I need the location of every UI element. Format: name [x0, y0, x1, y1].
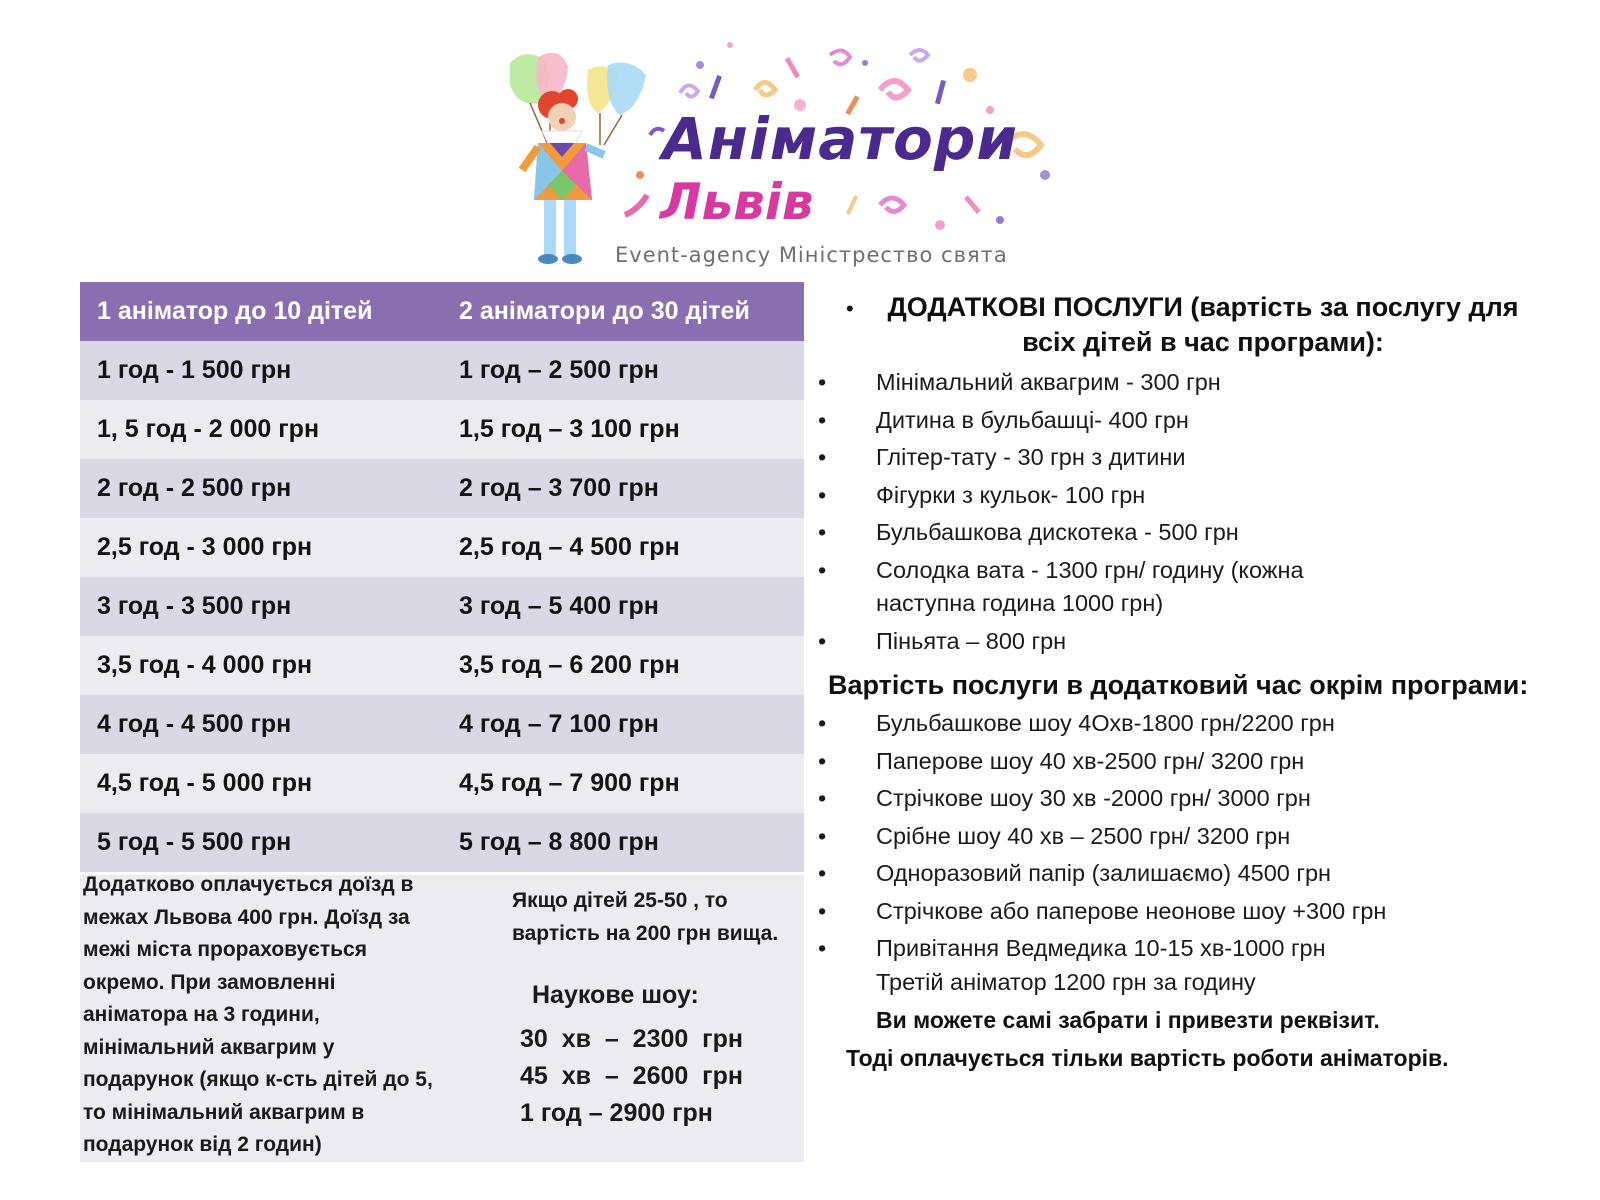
bullet-icon: • [818, 556, 827, 583]
extra-services-section [818, 290, 1598, 1075]
bullet-icon: • [818, 406, 827, 433]
payment-note: Тоді оплачується тільки вартість роботи аніматорів. [846, 1045, 1449, 1071]
list-item [818, 404, 1598, 438]
travel-note: Додатково оплачується доїзд в межах Львова 400 грн. Доїзд за межі міста прораховується окремо. При замовленні аніматора на 3 години, мінімальний аквагрим у подарунок (якщо к-сть дітей до 5, то мінімальний аквагрим в подарунок від 2 годин) [83, 873, 433, 1156]
list-item [818, 820, 1598, 854]
bullet-icon: • [818, 935, 827, 961]
bullet-icon: • [818, 747, 827, 774]
price-two-animators: 3,5 год – 6 200 грн [442, 636, 804, 695]
service-text: Фігурки з кульок- 100 грн [876, 481, 1146, 508]
price-one-animator: 2,5 год - 3 000 грн [80, 518, 442, 577]
list-item [818, 932, 1598, 966]
logo-city: Львів [660, 173, 814, 231]
service-text: Привітання Ведмедика 10-15 хв-1000 грн [876, 935, 1326, 961]
table-row [80, 400, 804, 459]
extra-services-list [818, 366, 1598, 658]
price-two-animators: 5 год – 8 800 грн [442, 813, 804, 872]
logo-title: Аніматори [662, 105, 1019, 173]
group-size-note: Якщо дітей 25-50 , то вартість на 200 грн вища. [512, 889, 779, 945]
bullet-icon: • [818, 444, 827, 470]
service-text: Бульбашкова дискотека - 500 грн [876, 519, 1239, 545]
service-text: Дитина в бульбашці- 400 грн [876, 406, 1189, 433]
price-table-header [80, 282, 804, 341]
price-one-animator: 2 год - 2 500 грн [80, 459, 442, 518]
table-row [80, 754, 804, 813]
table-row [80, 813, 804, 872]
notes-box [80, 875, 804, 1162]
service-text: Бульбашкове шоу 4Охв-1800 грн/2200 грн [876, 710, 1335, 736]
service-text: Піньята – 800 грн [876, 627, 1067, 654]
price-one-animator: 5 год - 5 500 грн [80, 813, 442, 872]
list-item [818, 625, 1598, 659]
service-text: Одноразовий папір (залишаємо) 4500 грн [876, 860, 1332, 886]
third-animator-text: Третій аніматор 1200 грн за годину [876, 968, 1256, 995]
extras-heading: ДОДАТКОВІ ПОСЛУГИ (вартість за послугу для всіх дітей в час програми): [887, 292, 1519, 357]
list-item [818, 479, 1598, 513]
bullet-icon: • [818, 369, 827, 395]
table-row [80, 518, 804, 577]
table-row [80, 577, 804, 636]
price-one-animator: 1 год - 1 500 грн [80, 341, 442, 400]
logo-tagline: Event-agency Міністрество свята [615, 243, 1008, 267]
list-item: 30 хв – 2300 грн [520, 1025, 743, 1053]
service-text: Мінімальний аквагрим - 300 грн [876, 369, 1221, 395]
price-two-animators: 4 год – 7 100 грн [442, 695, 804, 754]
price-two-animators: 2,5 год – 4 500 грн [442, 518, 804, 577]
list-item [818, 707, 1598, 741]
bullet-icon: • [818, 822, 827, 849]
table-row [80, 695, 804, 754]
bullet-icon: • [846, 296, 854, 321]
service-text: Глітер-тату - 30 грн з дитини [876, 444, 1186, 470]
service-text: Паперове шоу 40 хв-2500 грн/ 3200 грн [876, 747, 1305, 774]
extra-time-heading: Вартість послуги в додатковий час окрім програми: [828, 670, 1529, 700]
price-two-animators: 1 год – 2 500 грн [442, 341, 804, 400]
price-one-animator: 4,5 год - 5 000 грн [80, 754, 442, 813]
list-item [818, 745, 1598, 779]
bullet-icon: • [818, 897, 827, 924]
list-item [818, 895, 1598, 929]
price-two-animators: 3 год – 5 400 грн [442, 577, 804, 636]
service-text: Солодка вата - 1300 грн/ годину (кожна наступна година 1000 грн) [876, 556, 1304, 616]
bullet-icon: • [818, 481, 827, 508]
price-two-animators: 4,5 год – 7 900 грн [442, 754, 804, 813]
price-one-animator: 3 год - 3 500 грн [80, 577, 442, 636]
extras-heading-block [818, 290, 1598, 360]
header-one-animator: 1 аніматор до 10 дітей [80, 282, 442, 341]
list-item [818, 782, 1598, 816]
science-show-prices [520, 1021, 743, 1132]
bullet-icon: • [818, 785, 827, 811]
price-table [80, 282, 804, 872]
price-one-animator: 3,5 год - 4 000 грн [80, 636, 442, 695]
table-row [80, 636, 804, 695]
extra-time-services-list [818, 707, 1598, 999]
bullet-icon: • [818, 860, 827, 886]
bullet-icon: • [818, 627, 827, 654]
list-item [818, 554, 1396, 621]
bullet-icon: • [818, 710, 827, 736]
science-show-title: Наукове шоу: [532, 981, 699, 1009]
props-pickup-note: Ви можете самі забрати і привезти реквізит. [876, 1007, 1380, 1033]
service-text: Стрічкове шоу 30 хв -2000 грн/ 3000 грн [876, 785, 1311, 811]
bullet-icon: • [818, 519, 827, 545]
price-one-animator: 1, 5 год - 2 000 грн [80, 400, 442, 459]
list-item: 1 год – 2900 грн [520, 1099, 713, 1127]
service-text: Стрічкове або паперове неонове шоу +300 грн [876, 897, 1387, 924]
list-item [818, 516, 1598, 550]
list-item [818, 966, 1598, 1000]
table-row [80, 459, 804, 518]
price-two-animators: 1,5 год – 3 100 грн [442, 400, 804, 459]
price-two-animators: 2 год – 3 700 грн [442, 459, 804, 518]
header-two-animators: 2 аніматори до 30 дітей [442, 282, 804, 341]
list-item: 45 хв – 2600 грн [520, 1062, 743, 1090]
list-item [818, 441, 1598, 475]
service-text: Срібне шоу 40 хв – 2500 грн/ 3200 грн [876, 822, 1291, 849]
list-item [818, 366, 1598, 400]
table-row [80, 341, 804, 400]
price-one-animator: 4 год - 4 500 грн [80, 695, 442, 754]
list-item [818, 857, 1598, 891]
agency-logo [500, 35, 1070, 280]
